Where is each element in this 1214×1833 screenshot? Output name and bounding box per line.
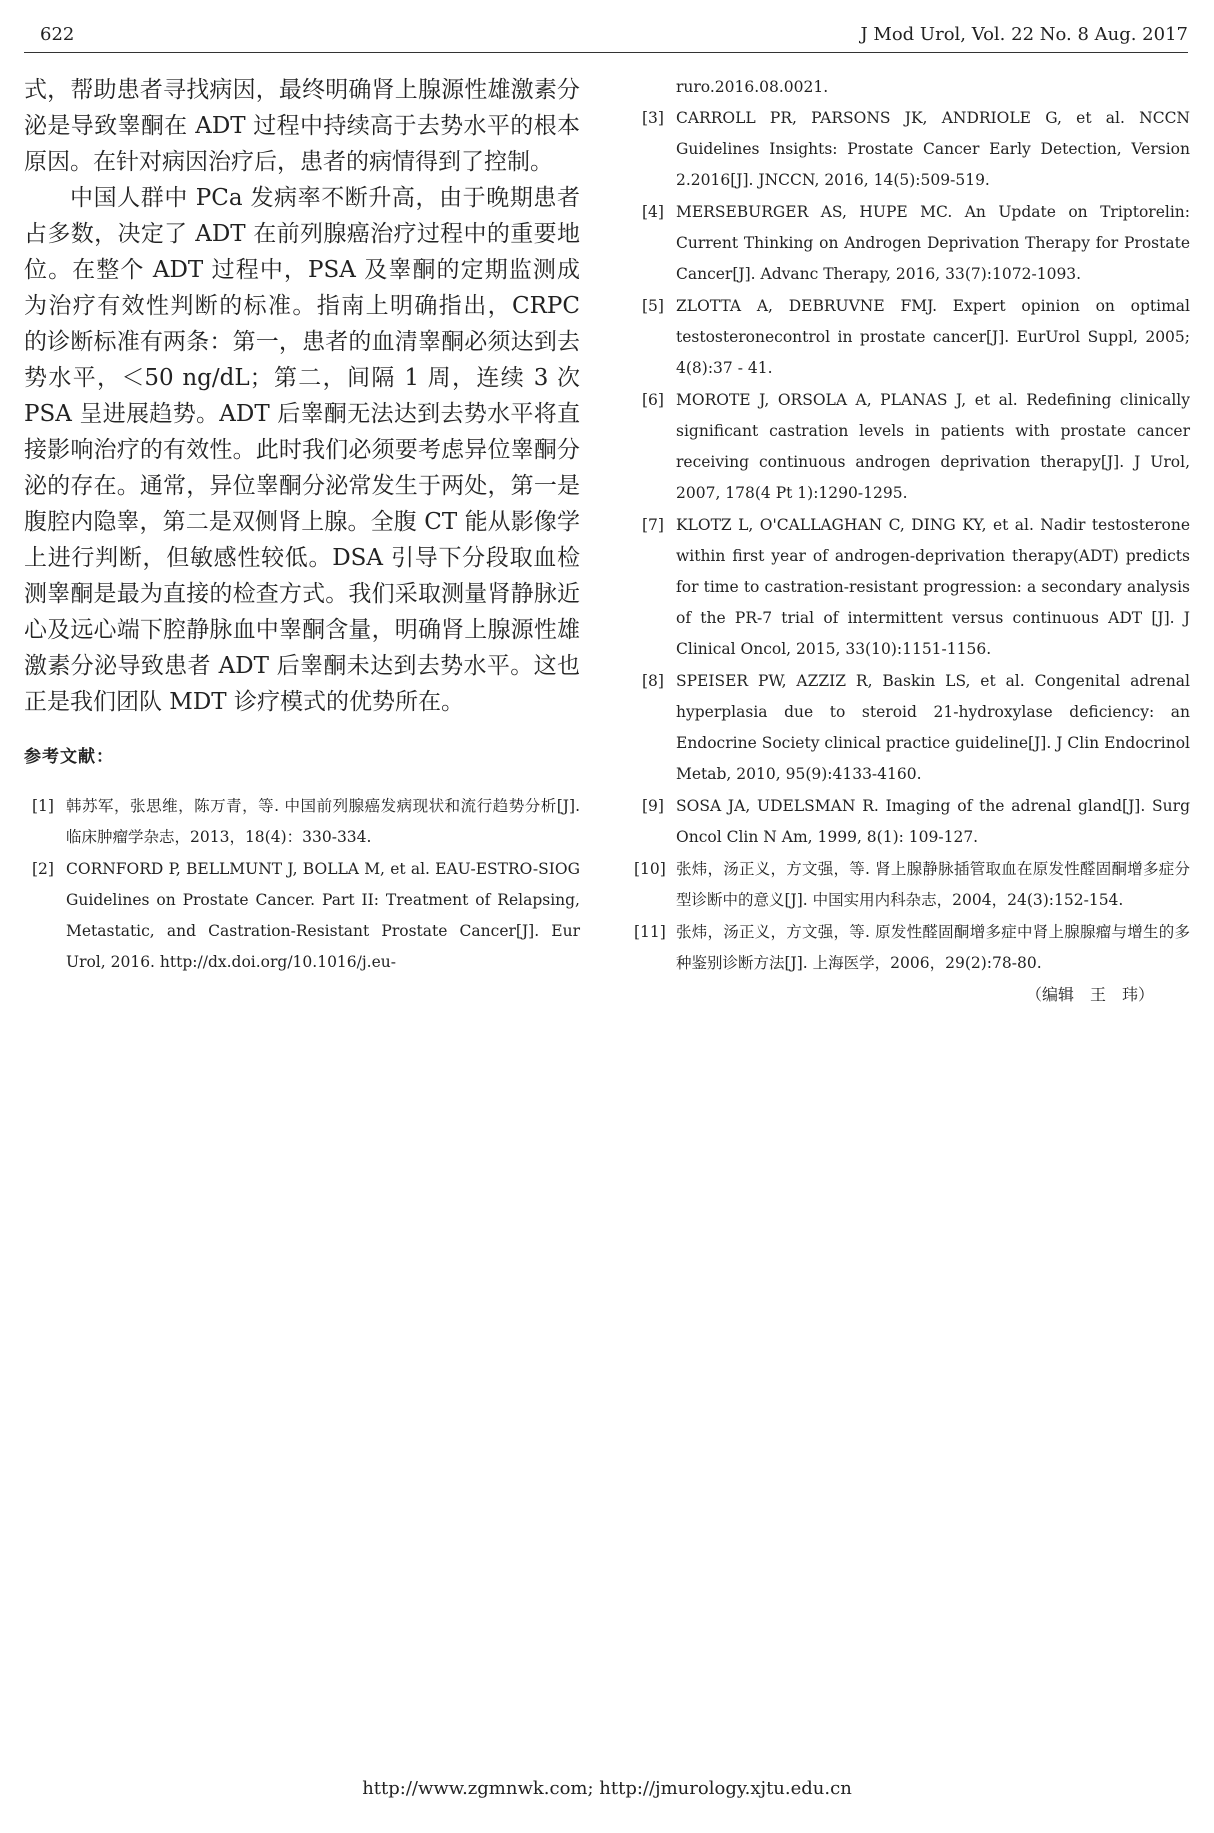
reference-item: [634, 854, 1190, 916]
reference-text: MOROTE J, ORSOLA A, PLANAS J, et al. Redefining clinically significant castration levels in patients with prostate cancer receiving continuous androgen deprivation therapy[J]. J Urol, 2007, 178(4 Pt 1):1290-1295.: [676, 391, 1190, 502]
reference-item: [24, 791, 580, 853]
reference-item: [634, 917, 1190, 979]
reference-list-right: [634, 103, 1190, 979]
reference-number: [7]: [642, 516, 664, 534]
reference-text: MERSEBURGER AS, HUPE MC. An Update on Triptorelin: Current Thinking on Androgen Deprivation Therapy for Prostate Cancer[J]. Advanc Therapy, 2016, 33(7):1072-1093.: [676, 203, 1190, 283]
page-header: [24, 20, 1188, 53]
reference-text: CORNFORD P, BELLMUNT J, BOLLA M, et al. EAU-ESTRO-SIOG Guidelines on Prostate Cancer. Part II: Treatment of Relapsing, Metastatic, and Castration-Resistant Prostate Cancer[J]. Eur Urol, 2016. http://dx.doi.org/10.1016/j.eu-: [66, 860, 580, 971]
reference-item: [634, 103, 1190, 196]
reference-text: 张炜，汤正义，方文强，等. 肾上腺静脉插管取血在原发性醛固酮增多症分型诊断中的意义[J]. 中国实用内科杂志，2004，24(3):152-154.: [676, 860, 1190, 909]
reference-number: [8]: [642, 672, 664, 690]
reference-number: [6]: [642, 391, 664, 409]
journal-citation: J Mod Urol, Vol. 22 No. 8 Aug. 2017: [860, 24, 1188, 45]
reference-item: [634, 197, 1190, 290]
reference-text: KLOTZ L, O'CALLAGHAN C, DING KY, et al. Nadir testosterone within first year of androgen-deprivation therapy(ADT) predicts for time to castration-resistant progression: a secondary analysis of the PR-7 trial of intermittent versus continuous ADT [J]. J Clinical Oncol, 2015, 33(10):1151-1156.: [676, 516, 1190, 658]
reference-number: [3]: [642, 109, 664, 127]
references-heading: 参考文献：: [24, 747, 114, 767]
reference-text: ZLOTTA A, DEBRUVNE FMJ. Expert opinion on optimal testosteronecontrol in prostate cancer[J]. EurUrol Suppl, 2005; 4(8):37 - 41.: [676, 297, 1190, 377]
page-footer-urls: http://www.zgmnwk.com; http://jmurology.xjtu.edu.cn: [362, 1778, 852, 1799]
reference-item: [634, 385, 1190, 509]
left-column: [24, 72, 580, 979]
reference-number: [10]: [634, 860, 666, 878]
reference-number: [2]: [32, 860, 54, 878]
reference-item: [634, 291, 1190, 384]
reference-list-left: [24, 791, 580, 978]
right-column: [634, 72, 1190, 1010]
reference-number: [1]: [32, 797, 54, 815]
body-paragraph-2: 中国人群中 PCa 发病率不断升高，由于晚期患者占多数，决定了 ADT 在前列腺癌治疗过程中的重要地位。在整个 ADT 过程中，PSA 及睾酮的定期监测成为治疗有效性判断的标准。指南上明确指出，CRPC 的诊断标准有两条：第一，患者的血清睾酮必须达到去势水平，＜50 ng/dL；第二，间隔 1 周，连续 3 次 PSA 呈进展趋势。ADT 后睾酮无法达到去势水平将直接影响治疗的有效性。此时我们必须要考虑异位睾酮分泌的存在。通常，异位睾酮分泌常发生于两处，第一是腹腔内隐睾，第二是双侧肾上腺。全腹 CT 能从影像学上进行判断，但敏感性较低。DSA 引导下分段取血检测睾酮是最为直接的检查方式。我们采取测量肾静脉近心及远心端下腔静脉血中睾酮含量，明确肾上腺源性雄激素分泌导致患者 ADT 后睾酮未达到去势水平。这也正是我们团队 MDT 诊疗模式的优势所在。: [24, 185, 580, 715]
reference-text: SOSA JA, UDELSMAN R. Imaging of the adrenal gland[J]. Surg Oncol Clin N Am, 1999, 8(1): 109-127.: [676, 797, 1190, 846]
reference-number: [5]: [642, 297, 664, 315]
reference-continuation: ruro.2016.08.0021.: [676, 78, 829, 96]
reference-number: [4]: [642, 203, 664, 221]
reference-text: CARROLL PR, PARSONS JK, ANDRIOLE G, et al. NCCN Guidelines Insights: Prostate Cancer Early Detection, Version 2.2016[J]. JNCCN, 2016, 14(5):509-519.: [676, 109, 1190, 189]
reference-item: [634, 510, 1190, 665]
reference-text: SPEISER PW, AZZIZ R, Baskin LS, et al. Congenital adrenal hyperplasia due to steroid 21-hydroxylase deficiency: an Endocrine Society clinical practice guideline[J]. J Clin Endocrinol Metab, 2010, 95(9):4133-4160.: [676, 672, 1190, 783]
reference-text: 韩苏军，张思维，陈万青，等. 中国前列腺癌发病现状和流行趋势分析[J]. 临床肿瘤学杂志，2013，18(4)：330-334.: [66, 797, 580, 846]
reference-number: [9]: [642, 797, 664, 815]
reference-text: 张炜，汤正义，方文强，等. 原发性醛固酮增多症中肾上腺腺瘤与增生的多种鉴别诊断方法[J]. 上海医学，2006，29(2):78-80.: [676, 923, 1190, 972]
reference-number: [11]: [634, 923, 666, 941]
reference-item: [634, 666, 1190, 790]
page-number: 622: [40, 24, 75, 45]
reference-item: [634, 791, 1190, 853]
reference-item: [24, 854, 580, 978]
editor-credit: （编辑 王 玮）: [1025, 985, 1154, 1004]
body-paragraph-1: 式，帮助患者寻找病因，最终明确肾上腺源性雄激素分泌是导致睾酮在 ADT 过程中持续高于去势水平的根本原因。在针对病因治疗后，患者的病情得到了控制。: [24, 77, 580, 175]
